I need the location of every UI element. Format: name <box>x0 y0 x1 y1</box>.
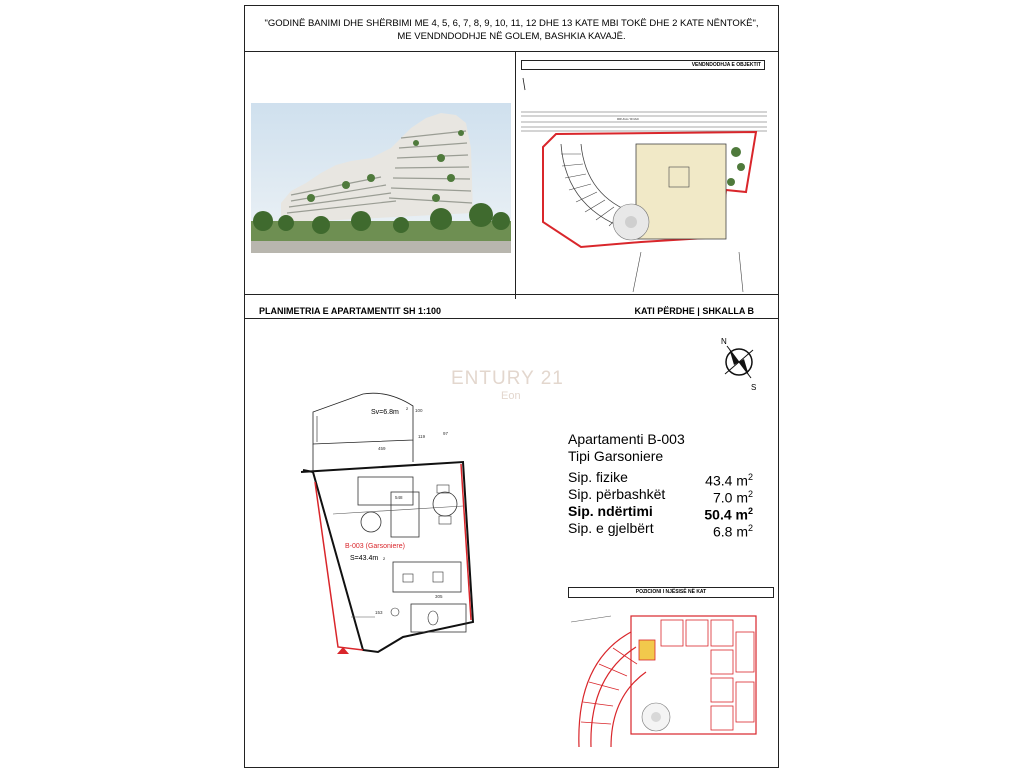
balcony-area: Sv=6.8m <box>371 409 399 416</box>
position-label: POZICIONI I NJËSISË NË KAT <box>568 587 774 598</box>
compass-south: S <box>751 383 757 392</box>
info-row: Sip. fizike 43.4 $m^2$ <box>568 469 753 489</box>
site-plan <box>521 72 767 292</box>
info-row: Sip. përbashkët 7.0 $m^2$ <box>568 486 753 506</box>
document-sheet <box>244 5 779 768</box>
floor-label: KATI PËRDHE | SHKALLA B <box>634 306 754 316</box>
building-rendering <box>251 103 511 253</box>
watermark-brand: ENTURY 21 <box>451 368 564 389</box>
floor-position-plan <box>571 602 771 748</box>
top-section-divider <box>245 294 778 295</box>
road-label: RRUGA / ROAD <box>617 117 639 121</box>
apartment-floor-plan <box>293 382 508 662</box>
info-row-total: Sip. ndërtimi 50.4 $m^2$ <box>568 503 753 523</box>
title-line-2: ME VENDNDODHJE NË GOLEM, BASHKIA KAVAJË. <box>397 31 626 42</box>
dim-label: 100 <box>415 408 423 413</box>
info-row: Sip. e gjelbërt 6.8 $m^2$ <box>568 520 753 540</box>
apartment-name: Apartamenti B-003 <box>568 431 685 447</box>
apartment-info <box>568 431 753 540</box>
svg-text:2: 2 <box>383 556 386 561</box>
dim-label: 97 <box>443 431 449 436</box>
svg-text:2: 2 <box>406 406 409 411</box>
unit-name: B-003 (Garsoniere) <box>345 543 405 550</box>
plan-title: PLANIMETRIA E APARTAMENTIT SH 1:100 <box>259 306 442 316</box>
dim-label: 548 <box>395 495 403 500</box>
compass-north: N <box>721 337 727 346</box>
watermark-office: Eon <box>501 390 521 402</box>
north-arrow <box>717 332 762 392</box>
dim-label: 153 <box>375 610 383 615</box>
unit-area: S=43.4m <box>350 555 379 562</box>
location-label: VENDNDODHJA E OBJEKTIT <box>521 60 765 70</box>
dim-label: 305 <box>435 594 443 599</box>
dim-label: 119 <box>418 434 426 439</box>
title-line-1: "GODINË BANIMI DHE SHËRBIMI ME 4, 5, 6, 7, 8, 9, 10, 11, 12 DHE 13 KATE MBI TOKË DHE 2 KATE NËNTOKË", <box>264 18 759 29</box>
dim-label: 459 <box>378 446 386 451</box>
apartment-type: Tipi Garsoniere <box>568 448 664 464</box>
plan-header-bar <box>245 300 778 322</box>
top-vertical-divider <box>515 52 516 299</box>
project-title <box>245 6 778 52</box>
